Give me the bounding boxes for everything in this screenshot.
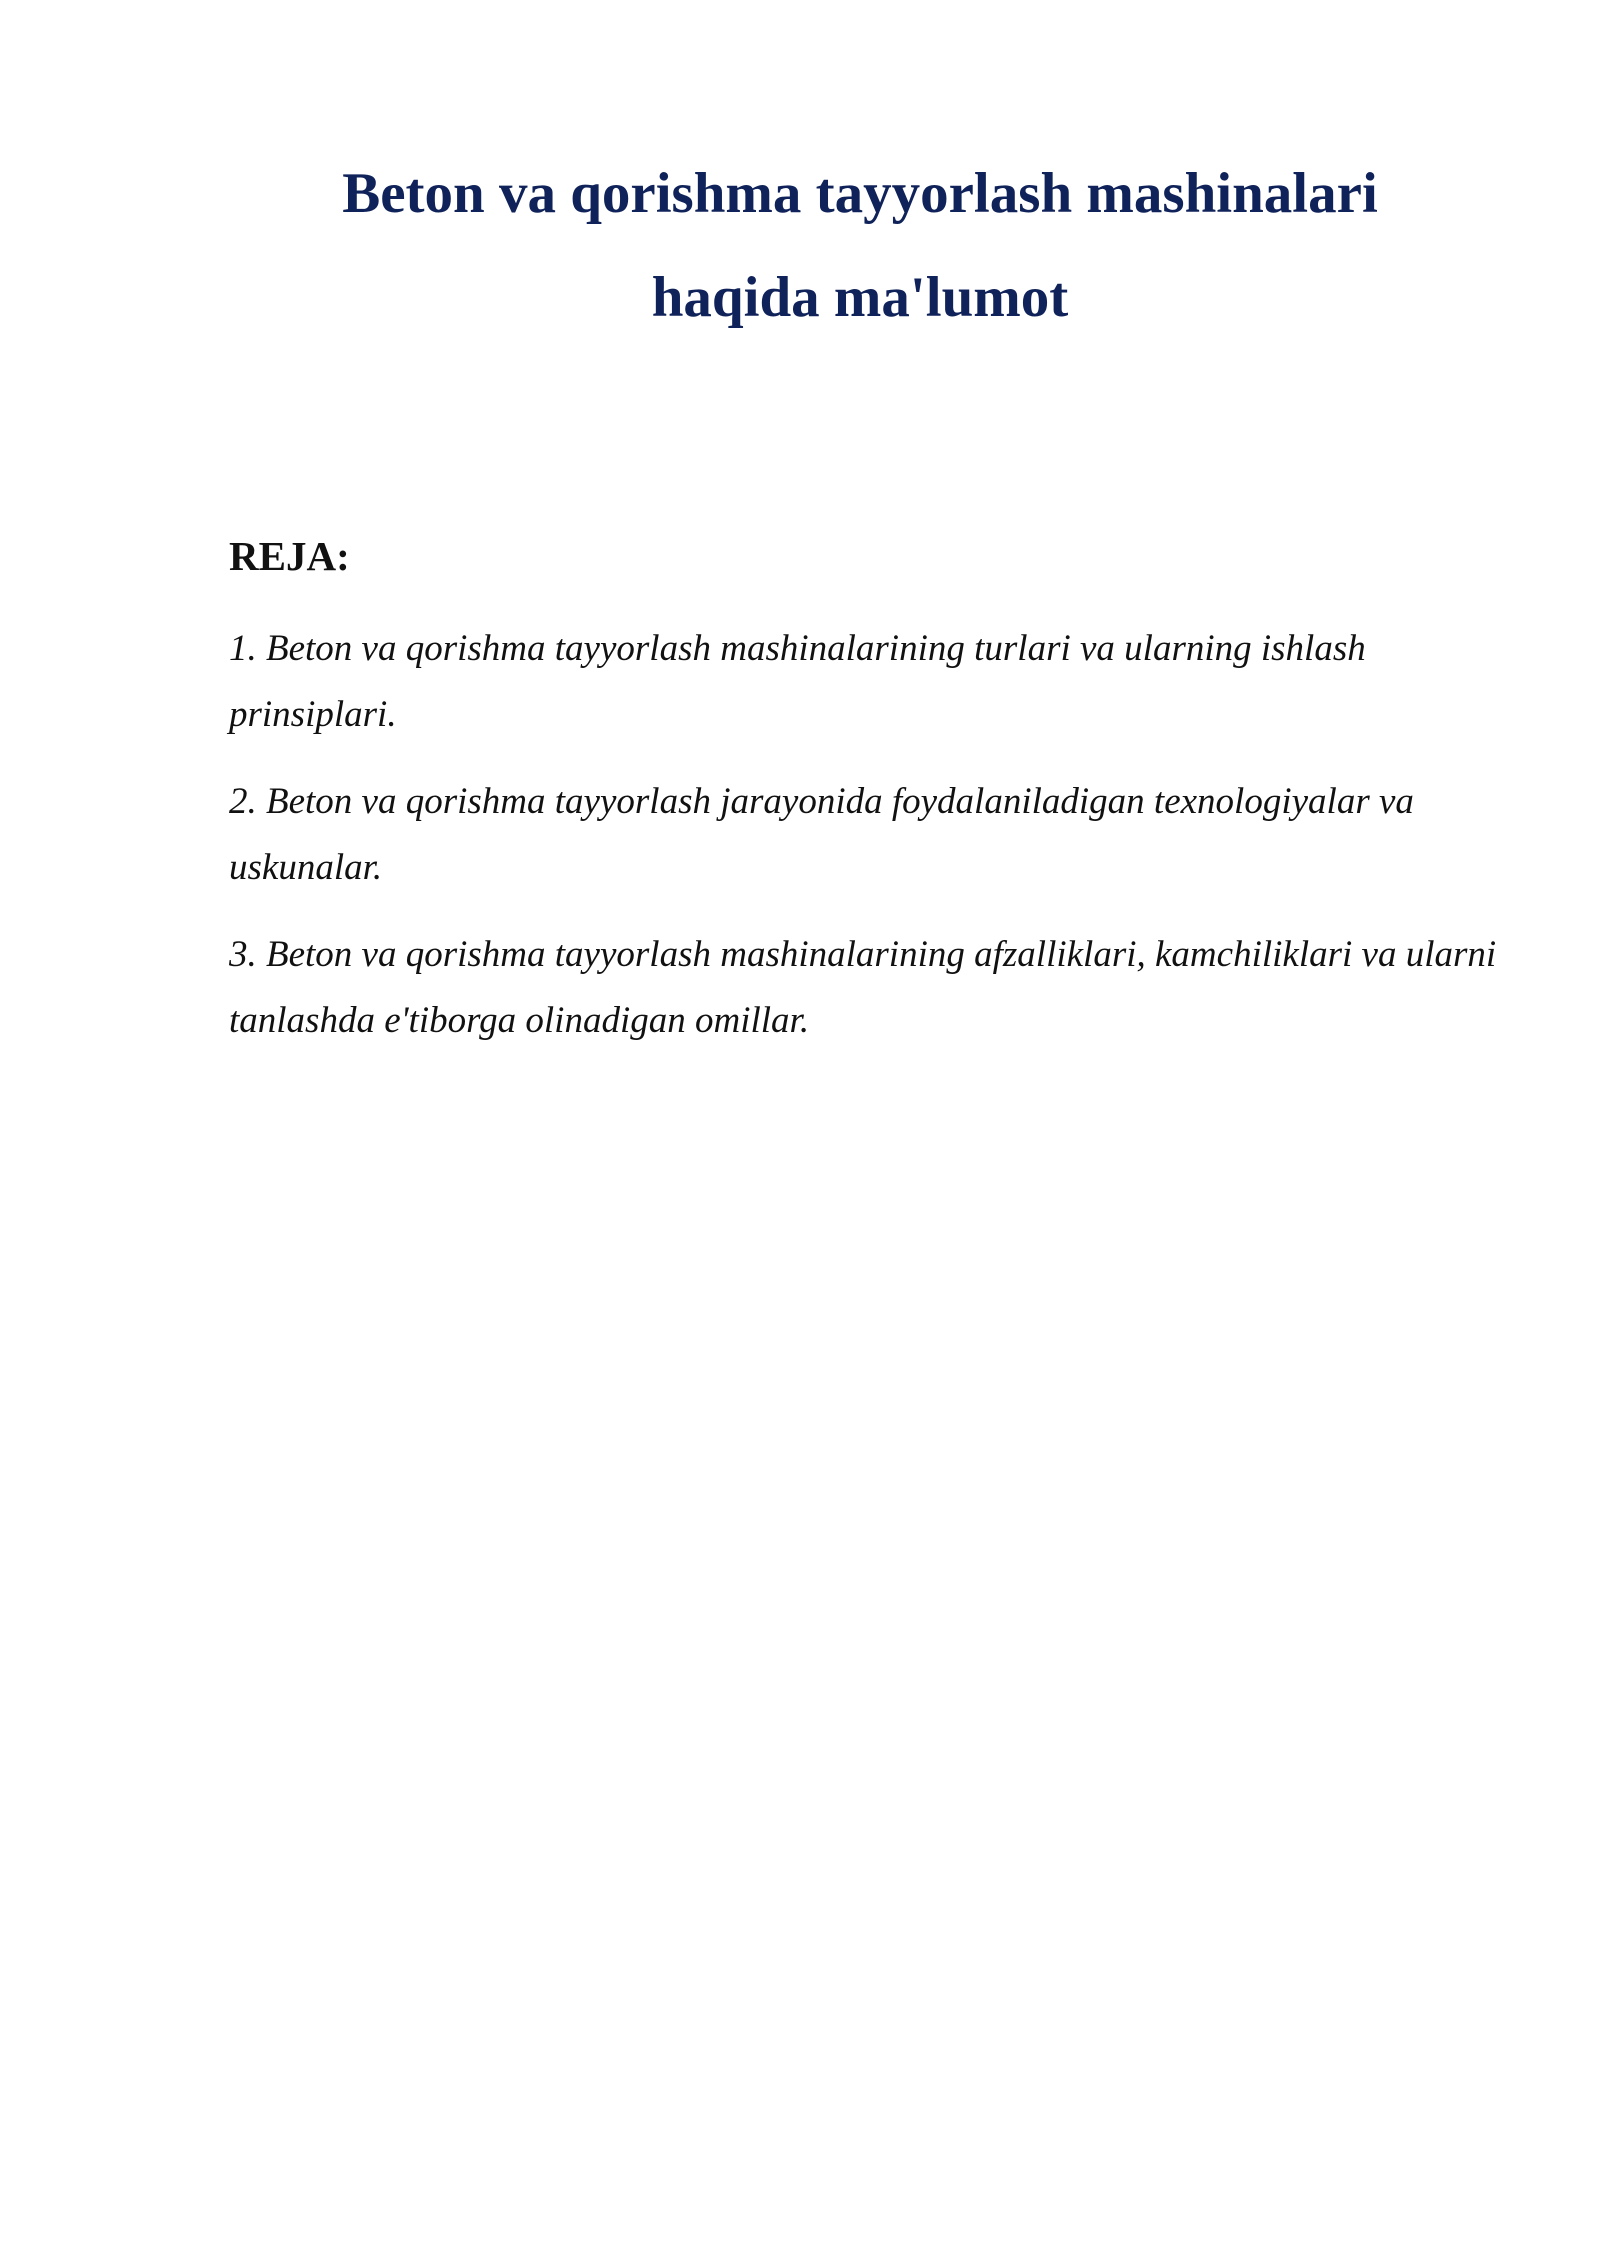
document-title-line-1: Beton va qorishma tayyorlash mashinalari bbox=[342, 162, 1378, 225]
plan-heading: REJA: bbox=[229, 533, 350, 579]
document-title bbox=[230, 142, 1490, 350]
plan-item-3: 3. Beton va qorishma tayyorlash mashinalarining afzalliklari, kamchiliklari va ularni tanlashda e'tiborga olinadigan omillar. bbox=[229, 934, 1497, 1041]
plan-list bbox=[229, 616, 1499, 1075]
plan-item-2: 2. Beton va qorishma tayyorlash jarayonida foydalaniladigan texnologiyalar va uskunalar. bbox=[229, 781, 1414, 888]
document-title-line-2: haqida ma'lumot bbox=[651, 266, 1069, 329]
plan-item-1: 1. Beton va qorishma tayyorlash mashinalarining turlari va ularning ishlash prinsiplari. bbox=[229, 628, 1366, 735]
